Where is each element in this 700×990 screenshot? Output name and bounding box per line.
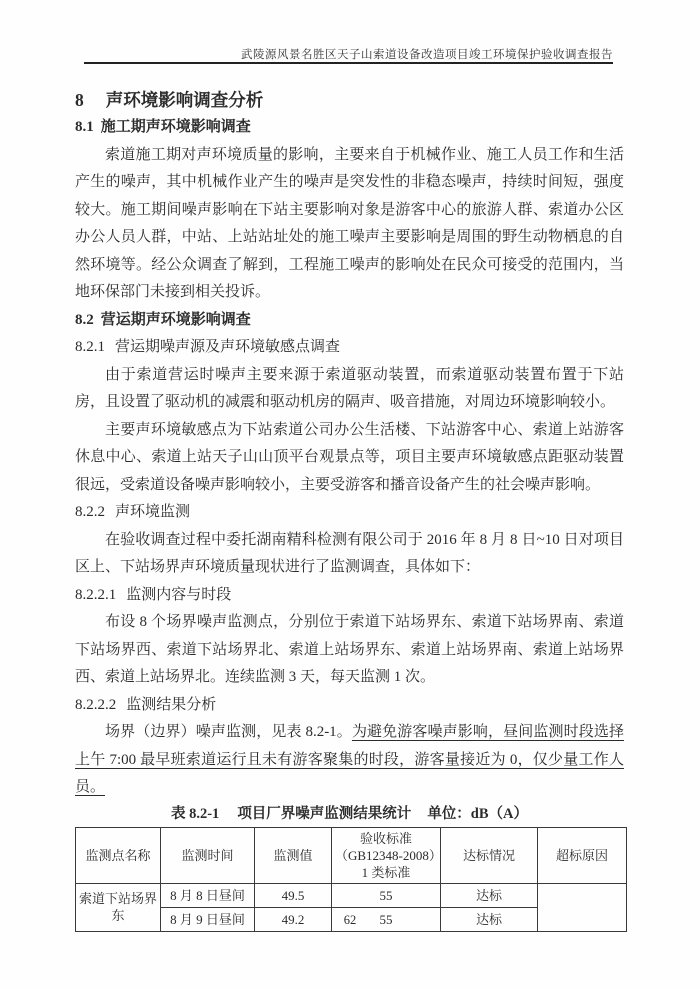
heading-8-2-2-2-title: 监测结果分析: [126, 696, 217, 713]
cell-time: 8 月 9 日昼间: [161, 907, 255, 931]
heading-8-1-title: 施工期声环境影响调查: [100, 119, 251, 135]
paragraph-8-2-2-2: [75, 719, 624, 802]
cell-standard: 55: [332, 883, 441, 907]
heading-8-1-number: 8.1: [75, 119, 94, 135]
paragraph-8-2-1-a: 由于索道营运时噪声主要来源于索道驱动装置，而索道驱动装置布置于下站房，且设置了驱动机的减震和驱动机房的隔声、吸音措施，对周边环境影响较小。: [75, 366, 624, 410]
heading-8-title: 声环境影响调查分析: [105, 90, 264, 110]
heading-8-2-2-1-number: 8.2.2.1: [75, 586, 117, 603]
column-header-value: 监测值: [255, 827, 332, 883]
paragraph-8-2-1-b: 主要声环境敏感点为下站索道公司办公生活楼、下站游客中心、索道上站游客休息中心、索道上站天子山山顶平台观景点等，项目主要声环境敏感点距驱动装置很远，受索道设备噪声影响较小，主要受游客和播音设备产生的社会噪声影响。: [75, 421, 624, 493]
column-header-site: 监测点名称: [76, 827, 161, 883]
table-caption-label: 表 8.2-1: [170, 805, 220, 822]
heading-8-2-2-1: [75, 582, 624, 610]
column-header-time: 监测时间: [161, 827, 255, 883]
page-number: 62: [343, 913, 357, 927]
cell-time: 8 月 8 日昼间: [161, 883, 255, 907]
heading-8-2-2-2: [75, 692, 624, 720]
heading-8-1: [75, 114, 624, 142]
heading-8-2: [75, 307, 624, 335]
table-row: [76, 883, 627, 907]
column-header-standard: [332, 827, 441, 883]
header-rule: [84, 62, 613, 64]
cell-status: 达标: [441, 907, 538, 931]
heading-8-2-2-1-title: 监测内容与时段: [126, 586, 232, 603]
heading-8-2-2: [75, 499, 624, 527]
paragraph-8-2-2-2-underlined: 为避免游客噪声影响，昼间监测时段选择上午 7:00 最早班索道运行且未有游客聚集的时段，游客量接近为 0，仅少量工作人员。: [75, 724, 624, 795]
document-body: [75, 86, 624, 932]
column-header-standard-line1: 验收标准: [359, 830, 412, 846]
column-header-standard-line2: （GB12348-2008）: [335, 847, 442, 863]
heading-8-2-2-number: 8.2.2: [75, 504, 105, 520]
heading-8-2-1: [75, 334, 624, 362]
column-header-status: 达标情况: [441, 827, 538, 883]
heading-8-2-1-title: 营运期噪声源及声环境敏感点调查: [115, 339, 341, 355]
heading-8-2-2-2-number: 8.2.2.2: [75, 696, 117, 713]
running-header-title: 武陵源风景名胜区天子山索道设备改造项目竣工环境保护验收调查报告: [241, 49, 613, 61]
heading-8-2-title: 营运期声环境影响调查: [100, 311, 251, 328]
heading-8: [75, 86, 624, 114]
paragraph-8-2-2-2-lead: 场界（边界）噪声监测，见表 8.2-1。: [105, 724, 352, 740]
cell-site: 索道下站场界东: [76, 883, 161, 931]
table-caption-unit: 单位：dB（A）: [427, 805, 529, 822]
heading-8-2-2-title: 声环境监测: [115, 504, 191, 520]
table-header-row: [76, 827, 627, 883]
paragraph-8-1: 索道施工期对声环境质量的影响，主要来自于机械作业、施工人员工作和生活产生的噪声，其中机械作业产生的噪声是突发性的非稳态噪声，持续时间短，强度较大。施工期间噪声影响在下站主要影响对象是游客中心的旅游人群、索道办公区办公人员人群，中站、上站站址处的施工噪声主要影响是周围的野生动物栖息的自然环境等。经公众调查了解到，工程施工噪声的影响处在民众可接受的范围内，当地环保部门未接到相关投诉。: [75, 146, 624, 300]
heading-8-number: 8: [75, 90, 84, 110]
cell-status: 达标: [441, 883, 538, 907]
heading-8-2-number: 8.2: [75, 311, 94, 328]
cell-value: 49.2: [255, 907, 332, 931]
column-header-reason: 超标原因: [538, 827, 627, 883]
paragraph-8-2-2-1: 布设 8 个场界噪声监测点，分别位于索道下站场界东、索道下站场界南、索道下站场界西、索道下站场界北、索道上站场界东、索道上站场界南、索道上站场界西、索道上站场界北。连续监测 3 天，每天监测 1 次。: [75, 614, 624, 685]
column-header-standard-line3: 1 类标准: [361, 864, 411, 880]
heading-8-2-1-number: 8.2.1: [75, 339, 105, 355]
table-caption: [75, 804, 624, 825]
paragraph-8-2-2: 在验收调查过程中委托湖南精科检测有限公司于 2016 年 8 月 8 日~10 日对项目区上、下站场界声环境质量现状进行了监测调查，具体如下：: [75, 531, 624, 575]
table-caption-title: 项目厂界噪声监测结果统计: [237, 805, 412, 822]
cell-value: 49.5: [255, 883, 332, 907]
cell-standard: 55: [332, 907, 441, 931]
